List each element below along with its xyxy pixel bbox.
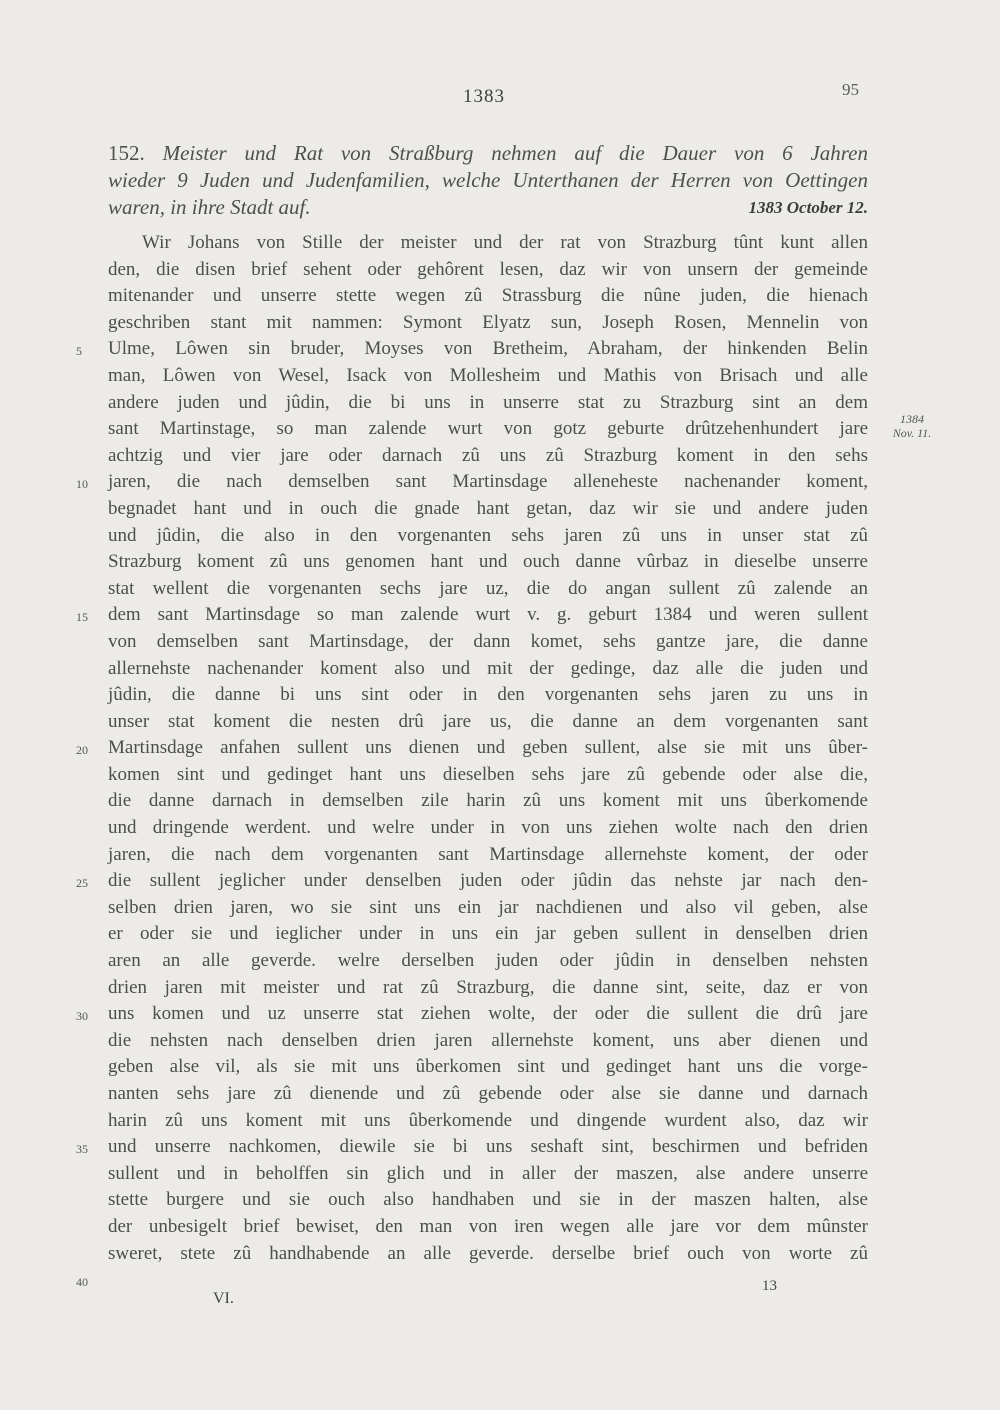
line-number: 40 (76, 1275, 88, 1290)
body-line: sweret, stete zû handhabende an alle geverde. derselbe brief ouch von worte zû (108, 1242, 868, 1264)
body-line: stat wellent die vorgenanten sechs jare uz, die do angan sullent zû zalende an (108, 577, 868, 599)
body-line: aren an alle geverde. welre derselben juden oder jûdin in denselben nehsten (108, 950, 868, 972)
line-number: 30 (76, 1009, 88, 1024)
body-line: man, Lôwen von Wesel, Isack von Mollesheim und Mathis von Brisach und alle (108, 364, 868, 386)
body-line: allernehste nachenander koment also und mit der gedinge, daz alle die juden und (108, 657, 868, 679)
body-line: dem sant Martinsdage so man zalende wurt v. g. geburt 1384 und weren sullent (108, 604, 868, 626)
body-line: von demselben sant Martinsdage, der dann komet, sehs gantze jare, die danne (108, 630, 868, 652)
body-line: und unserre nachkomen, diewile sie bi uns seshaft sint, beschirmen und befriden (108, 1136, 868, 1158)
body-line: Wir Johans von Stille der meister und der rat von Strazburg tûnt kunt allen (142, 232, 868, 253)
body-line: selben drien jaren, wo sie sint uns ein jar nachdienen und also vil geben, alse (108, 896, 868, 918)
signature-mark: VI. (213, 1290, 234, 1307)
document-regest (108, 140, 868, 221)
line-number: 10 (76, 477, 88, 492)
body-line: geschriben stant mit nammen: Symont Elyatz sun, Joseph Rosen, Mennelin von (108, 311, 868, 333)
document-number: 152. (108, 141, 145, 165)
line-number: 5 (76, 344, 82, 359)
line-number: 35 (76, 1142, 88, 1157)
body-line: die nehsten nach denselben drien jaren allernehste koment, uns aber dienen und (108, 1029, 868, 1051)
body-line: und jûdin, die also in den vorgenanten sehs jaren zû uns in unser stat zû (108, 524, 868, 546)
body-line: drien jaren mit meister und rat zû Strazburg, die danne sint, seite, daz er von (108, 976, 868, 998)
margin-note-day: Nov. 11. (892, 426, 932, 440)
body-line: jaren, die nach demselben sant Martinsdage alleneheste nachenander koment, (108, 471, 868, 493)
body-line: er oder sie und ieglicher under in uns ein jar geben sullent in denselben drien (108, 923, 868, 945)
body-line: nanten sehs jare zû dienende und zû gebende oder alse sie danne und darnach (108, 1083, 868, 1104)
body-line: und dringende werdent. und welre under in von uns ziehen wolte nach den drien (108, 817, 868, 839)
body-line: sullent und in beholffen sin glich und in aller der maszen, alse andere unserre (108, 1162, 868, 1184)
body-line: Martinsdage anfahen sullent uns dienen und geben sullent, alse sie mit uns ûber- (108, 737, 868, 759)
body-line: geben alse vil, als sie mit uns ûberkomen sint und gedinget hant uns die vorge- (108, 1056, 868, 1078)
margin-date-note (884, 412, 940, 440)
body-line: den, die disen brief sehent oder gehôrent lesen, daz wir von unsern der gemeinde (108, 258, 868, 280)
body-line: die danne darnach in demselben zile harin zû uns koment mit uns ûberkomende (108, 790, 868, 812)
body-line: jaren, die nach dem vorgenanten sant Martinsdage allernehste koment, der oder (108, 843, 868, 865)
body-line: Strazburg koment zû uns genomen hant und ouch danne vûrbaz in dieselbe unserre (108, 551, 868, 573)
document-body (108, 230, 868, 1267)
regest-date: 1383 October 12. (748, 198, 868, 217)
body-line: begnadet hant und in ouch die gnade hant getan, daz wir sie und andere juden (108, 497, 868, 519)
body-line: harin zû uns koment mit uns ûberkomende und dingende wurdent also, daz wir (108, 1109, 868, 1131)
regest-line: waren, in ihre Stadt auf. (108, 195, 311, 219)
body-line: uns komen und uz unserre stat ziehen wolte, der oder die sullent die drû jare (108, 1003, 868, 1025)
body-line: mitenander und unserre stette wegen zû Strassburg die nûne juden, die hienach (108, 285, 868, 307)
running-header-year: 1383 (463, 86, 505, 107)
body-line: unser stat koment die nesten drû jare us, die danne an dem vorgenanten sant (108, 710, 868, 732)
body-line: komen sint und gedinget hant uns dieselben sehs jare zû gebende oder alse die, (108, 763, 868, 785)
margin-note-year: 1384 (900, 412, 924, 426)
body-line: andere juden und jûdin, die bi uns in unserre stat zu Strazburg sint an dem (108, 391, 868, 413)
regest-line: 152. Meister und Rat von Straßburg nehmen auf die Dauer von 6 Jahren (108, 141, 869, 165)
regest-line: wieder 9 Juden und Judenfamilien, welche Unterthanen der Herren von Oettingen (108, 168, 868, 192)
body-line: achtzig und vier jare oder darnach zû uns zû Strazburg koment in den sehs (108, 444, 868, 466)
line-number: 20 (76, 743, 88, 758)
body-line: jûdin, die danne bi uns sint oder in den vorgenanten sehs jaren zu uns in (108, 684, 868, 706)
sheet-number: 13 (762, 1278, 777, 1294)
line-number: 25 (76, 876, 88, 891)
body-line: der unbesigelt brief bewiset, den man von iren wegen alle jare vor dem mûnster (108, 1215, 868, 1237)
body-line: Ulme, Lôwen sin bruder, Moyses von Bretheim, Abraham, der hinkenden Belin (108, 338, 868, 360)
body-line: stette burgere und sie ouch also handhaben und sie in der maszen halten, alse (108, 1189, 868, 1211)
body-line: sant Martinstage, so man zalende wurt von gotz geburte drûtzehenhundert jare (108, 418, 868, 440)
page-number: 95 (842, 80, 859, 99)
body-line: die sullent jeglicher under denselben juden oder jûdin das nehste jar nach den- (108, 870, 868, 892)
line-number: 15 (76, 610, 88, 625)
